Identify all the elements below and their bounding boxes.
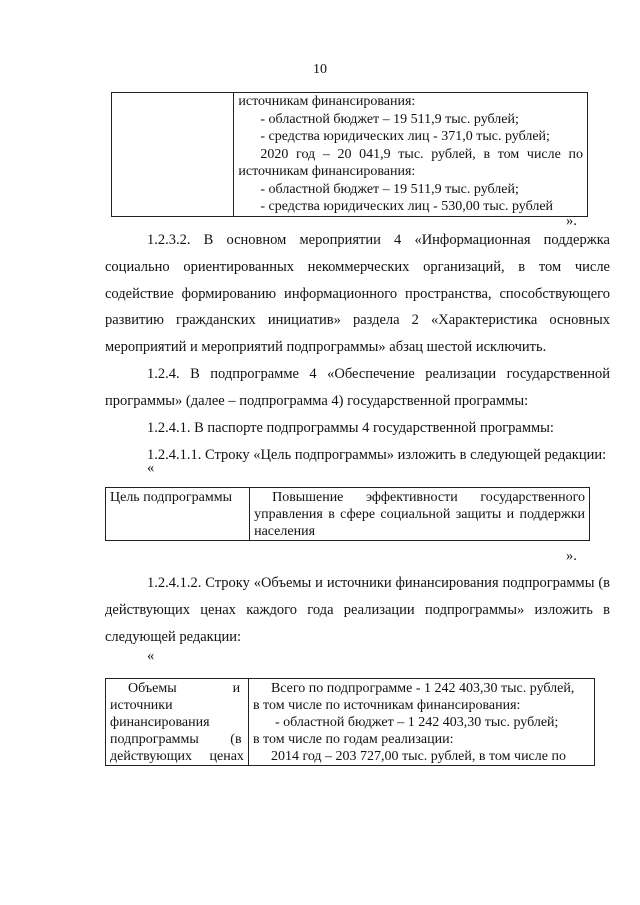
funding-table-label-line: источники: [110, 698, 173, 713]
paragraph-1-2-3-2-line: содействие формированию информационного пространства, способствующего: [105, 286, 610, 302]
paragraph-1-2-4-1-2-line: действующих ценах каждого года реализации подпрограммы» изложить в: [105, 602, 610, 618]
top-table-line: - средства юридических лиц - 371,0 тыс. рублей;: [260, 129, 550, 144]
funding-table-label-line: финансирования: [110, 715, 210, 730]
paragraph-1-2-4-line: программы» (далее – подпрограмма 4) государственной программы:: [105, 393, 529, 409]
paragraph-1-2-4-1-2-line: 1.2.4.1.2. Строку «Объемы и источники финансирования подпрограммы (в: [147, 575, 610, 591]
funding-table-label-cell: [106, 679, 249, 766]
goal-table-line: управления в сфере социальной защиты и поддержки: [254, 507, 585, 522]
funding-table-label-line: действующих ценах: [110, 749, 244, 764]
funding-table-line: в том числе по годам реализации:: [252, 732, 454, 747]
paragraph-1-2-3-2-line: развитию гражданских инициатив» раздела 2 «Характеристика основных: [105, 312, 610, 328]
funding-table-content-cell: [248, 679, 594, 766]
goal-table-content-cell: [250, 488, 590, 541]
paragraph-1-2-4-line: 1.2.4. В подпрограмме 4 «Обеспечение реализации государственной: [147, 366, 610, 382]
top-table-line: - областной бюджет – 19 511,9 тыс. рублей;: [260, 111, 519, 127]
page-number: 10: [313, 62, 327, 77]
top-table-line: - средства юридических лиц - 530,00 тыс. рублей: [260, 199, 554, 214]
top-table-line: - областной бюджет – 19 511,9 тыс. рублей;: [260, 181, 519, 197]
funding-table-label-line: Объемы и: [128, 681, 241, 696]
top-table-line: источникам финансирования:: [238, 94, 416, 109]
paragraph-1-2-3-2-line: 1.2.3.2. В основном мероприятии 4 «Информационная поддержка: [147, 232, 610, 248]
goal-table-label: Цель подпрограммы: [106, 488, 250, 541]
paragraph-1-2-3-2-line: социально ориентированных некоммерческих организаций, в том числе: [105, 259, 610, 275]
top-table-line: источникам финансирования:: [238, 164, 416, 179]
top-table-closing-quote: ».: [566, 213, 577, 229]
funding-table: [105, 678, 595, 766]
opening-quote: «: [147, 648, 155, 664]
paragraph-1-2-4-1-2-line: следующей редакции:: [105, 629, 242, 645]
top-table-label-cell: [112, 93, 234, 217]
goal-table-closing-quote: ».: [566, 548, 577, 564]
funding-table-label-line: подпрограммы (в: [110, 732, 242, 747]
funding-table-line: Всего по подпрограмме - 1 242 403,30 тыс. рублей,: [270, 681, 575, 696]
top-table-content-cell: [234, 93, 588, 217]
goal-table: [105, 487, 590, 541]
top-funding-table: [111, 92, 588, 217]
goal-table-line: Повышение эффективности государственного: [272, 490, 585, 505]
opening-quote: «: [147, 460, 155, 476]
funding-table-line: - областной бюджет – 1 242 403,30 тыс. рублей;: [274, 715, 559, 730]
goal-table-line: населения: [254, 524, 316, 539]
top-table-line: 2020 год – 20 041,9 тыс. рублей, в том числе по: [260, 146, 583, 162]
paragraph-1-2-3-2-line: мероприятий и мероприятий подпрограммы» абзац шестой исключить.: [105, 339, 547, 355]
funding-table-line: 2014 год – 203 727,00 тыс. рублей, в том числе по: [270, 749, 566, 764]
paragraph-1-2-4-1-1: 1.2.4.1.1. Строку «Цель подпрограммы» изложить в следующей редакции:: [147, 447, 607, 463]
funding-table-line: в том числе по источникам финансирования:: [252, 698, 521, 713]
paragraph-1-2-4-1: 1.2.4.1. В паспорте подпрограммы 4 государственной программы:: [147, 420, 554, 436]
